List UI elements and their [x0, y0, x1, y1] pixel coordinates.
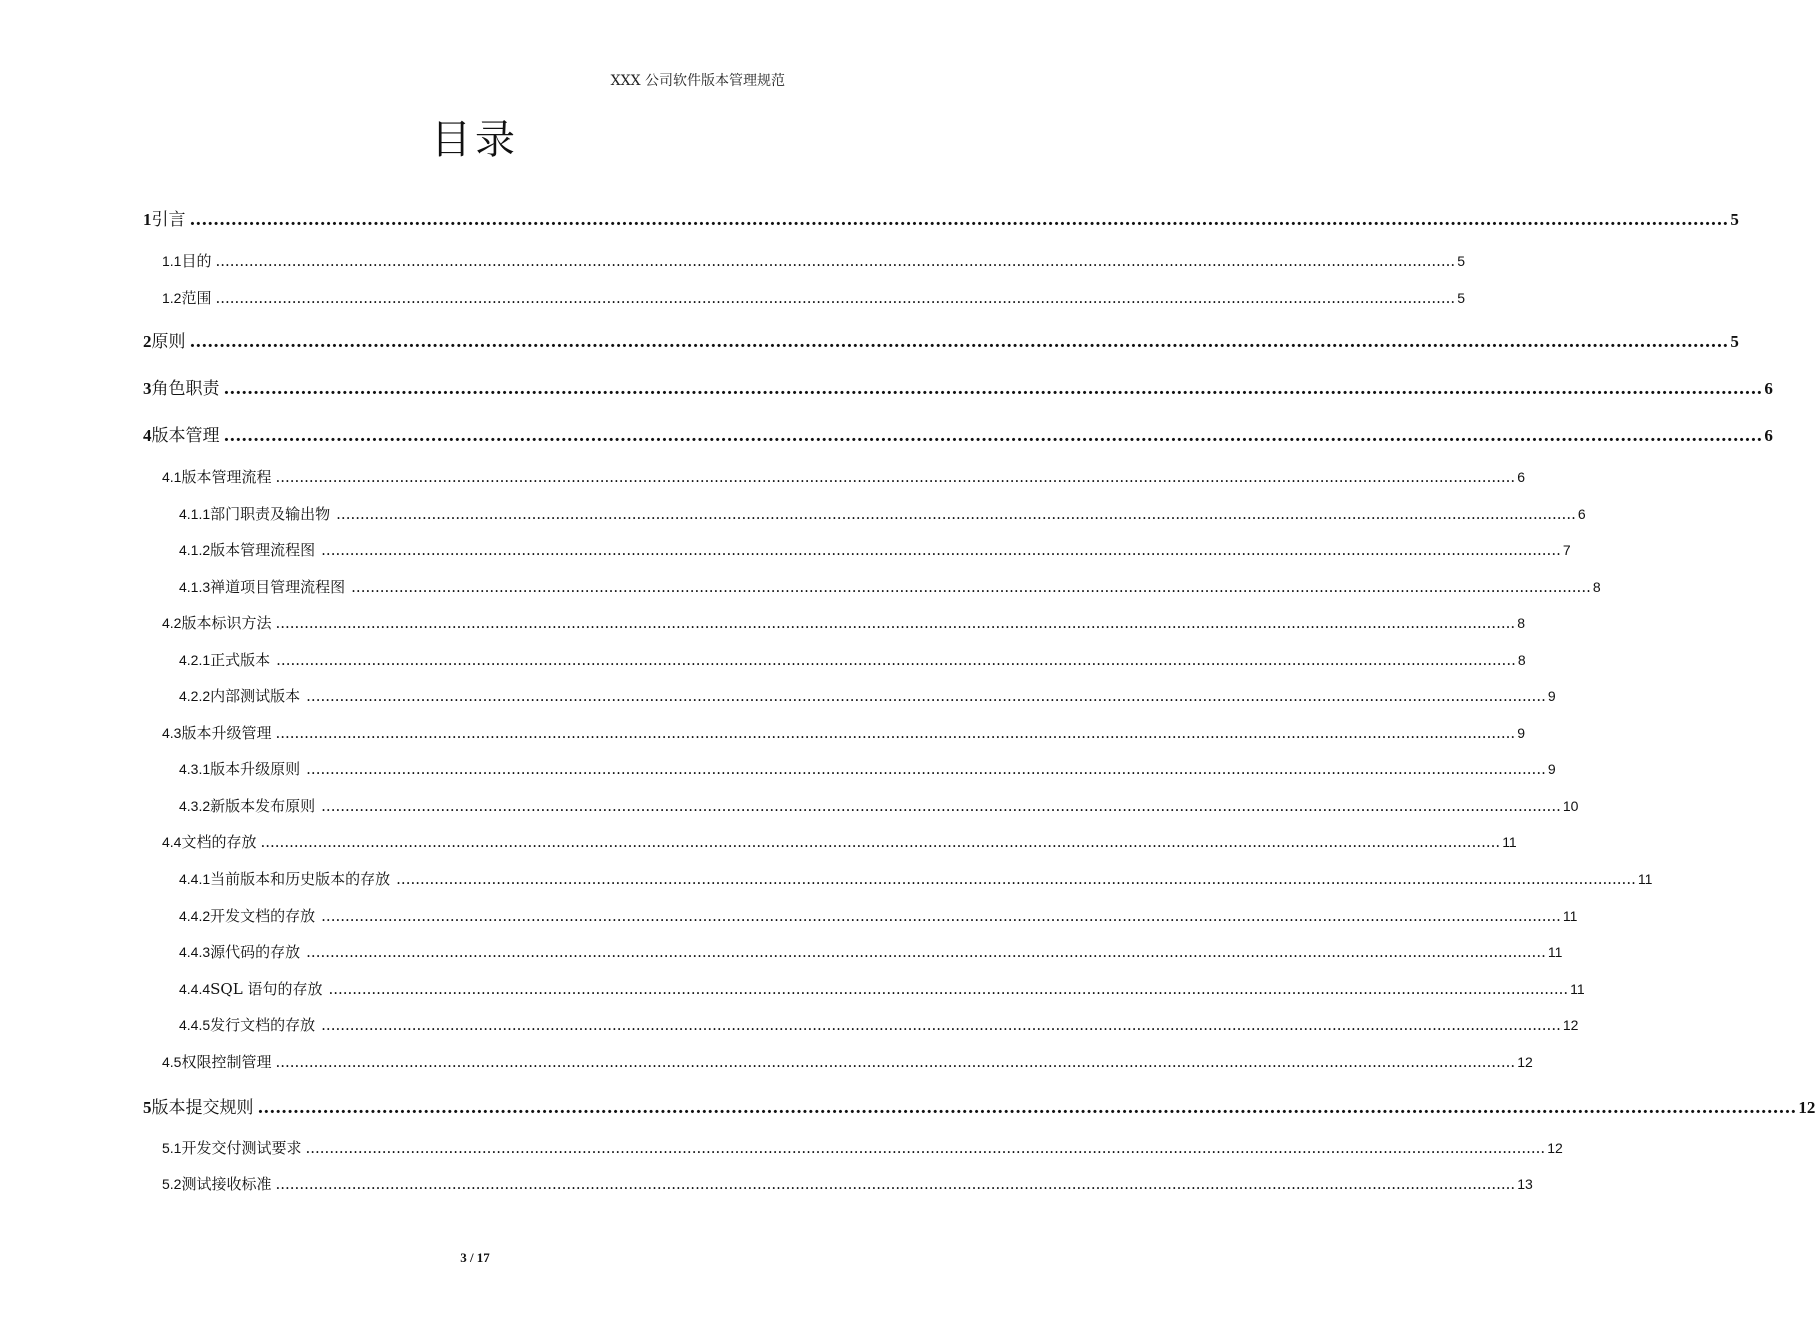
toc-entry-number: 4.2.1 — [179, 652, 211, 668]
toc-entry-page: 11 — [1502, 834, 1517, 850]
toc-entry[interactable] — [162, 831, 1517, 852]
toc-entry-page: 11 — [1547, 944, 1563, 960]
toc-entry[interactable] — [143, 1093, 1815, 1118]
toc-leader-dots: .................................................................................................................................................................................................................................................................... — [328, 980, 1569, 998]
toc-entry-number: 4.4.3 — [179, 944, 211, 960]
toc-entry[interactable] — [143, 205, 1739, 230]
toc-entry-page: 11 — [1637, 871, 1653, 887]
toc-entry[interactable] — [179, 576, 1601, 597]
toc-entry-label: 禅道项目管理流程图 — [210, 578, 346, 596]
toc-entry-number: 4.1 — [162, 469, 182, 485]
toc-entry-page: 11 — [1570, 981, 1585, 997]
toc-entry-label: 内部测试版本 — [210, 687, 301, 705]
toc-entry-label: 版本管理流程 — [181, 468, 272, 486]
toc-entry-label: 版本提交规则 — [151, 1098, 254, 1118]
toc-entry-page: 6 — [1577, 506, 1586, 522]
toc-entry-page: 5 — [1730, 210, 1739, 229]
toc-entry-page: 6 — [1764, 426, 1773, 445]
toc-entry-page: 6 — [1764, 379, 1773, 398]
toc-entry-label: 版本升级原则 — [210, 760, 301, 778]
toc-entry-label: 发行文档的存放 — [210, 1016, 316, 1034]
toc-entry-label: 版本升级管理 — [181, 724, 272, 742]
toc-entry-label: 部门职责及输出物 — [210, 505, 331, 523]
toc-entry-number: 4.1.3 — [179, 579, 211, 595]
toc-entry-label: 版本标识方法 — [181, 614, 272, 632]
toc-entry-label: 范围 — [181, 289, 212, 307]
toc-entry-number: 4.1.1 — [179, 506, 211, 522]
toc-leader-dots: .................................................................................................................................................................................................................................................................... — [215, 252, 1456, 270]
toc-leader-dots: .................................................................................................................................................................................................................................................................... — [305, 1139, 1546, 1157]
toc-entry-page: 9 — [1547, 688, 1556, 704]
toc-entry[interactable] — [143, 374, 1773, 399]
toc-entry[interactable] — [179, 649, 1526, 670]
toc-entry-number: 5 — [143, 1098, 152, 1117]
toc-leader-dots: .................................................................................................................................................................................................................................................................... — [257, 1098, 1797, 1118]
toc-entry-number: 4.3 — [162, 725, 182, 741]
toc-leader-dots: .................................................................................................................................................................................................................................................................... — [223, 426, 1763, 446]
toc-entry-page: 8 — [1517, 652, 1526, 668]
toc-entry-number: 4.5 — [162, 1054, 182, 1070]
toc-leader-dots: .................................................................................................................................................................................................................................................................... — [275, 724, 1516, 742]
toc-entry-number: 4.3.2 — [179, 798, 211, 814]
page-title: 目录 — [431, 117, 519, 163]
toc-entry-page: 11 — [1562, 908, 1578, 924]
toc-entry-page: 12 — [1547, 1140, 1563, 1156]
toc-entry-label: 权限控制管理 — [181, 1053, 272, 1071]
toc-entry-page: 7 — [1562, 542, 1571, 558]
toc-entry[interactable] — [162, 1137, 1563, 1158]
toc-entry[interactable] — [162, 1173, 1533, 1194]
toc-entry-label: 版本管理流程图 — [210, 541, 316, 559]
toc-leader-dots: .................................................................................................................................................................................................................................................................... — [275, 614, 1516, 632]
toc-entry-number: 4.4.5 — [179, 1017, 211, 1033]
toc-entry-page: 12 — [1798, 1098, 1815, 1117]
toc-entry-number: 1.1 — [162, 253, 182, 269]
toc-entry-number: 4.3.1 — [179, 761, 211, 777]
toc-entry-page: 5 — [1730, 332, 1739, 351]
toc-entry[interactable] — [179, 941, 1563, 962]
toc-entry-label: 测试接收标准 — [181, 1175, 272, 1193]
toc-entry[interactable] — [179, 1014, 1579, 1035]
toc-entry-page: 9 — [1517, 725, 1525, 741]
toc-entry-label: 开发交付测试要求 — [181, 1139, 302, 1157]
toc-entry-page: 5 — [1457, 253, 1465, 269]
toc-entry-number: 4 — [143, 426, 152, 445]
toc-entry-page: 8 — [1592, 579, 1601, 595]
toc-entry-page: 9 — [1547, 761, 1556, 777]
toc-entry-page: 8 — [1517, 615, 1525, 631]
toc-entry-number: 4.4 — [162, 834, 182, 850]
toc-entry-label: 文档的存放 — [181, 833, 257, 851]
toc-entry[interactable] — [179, 685, 1556, 706]
toc-leader-dots: .................................................................................................................................................................................................................................................................... — [189, 210, 1729, 230]
toc-leader-dots: .................................................................................................................................................................................................................................................................... — [351, 578, 1591, 596]
toc-entry[interactable] — [143, 327, 1739, 352]
toc-entry-label: 当前版本和历史版本的存放 — [210, 870, 391, 888]
toc-leader-dots: .................................................................................................................................................................................................................................................................... — [223, 379, 1763, 399]
toc-entry[interactable] — [179, 758, 1556, 779]
toc-entry-label: 目的 — [181, 252, 212, 270]
toc-entry-number: 4.2.2 — [179, 688, 211, 704]
toc-entry-number: 5.1 — [162, 1140, 182, 1156]
toc-entry-page: 6 — [1517, 469, 1525, 485]
toc-entry-number: 2 — [143, 332, 152, 351]
page-indicator: 3 / 17 — [460, 1250, 490, 1265]
toc-entry-number: 1.2 — [162, 290, 182, 306]
toc-entry-label: 版本管理 — [151, 426, 220, 446]
toc-entry-number: 3 — [143, 379, 152, 398]
toc-entry-number: 5.2 — [162, 1176, 182, 1192]
toc-entry-label: 引言 — [151, 210, 186, 230]
toc-entry-number: 1 — [143, 210, 152, 229]
toc-entry-page: 5 — [1457, 290, 1465, 306]
toc-leader-dots: .................................................................................................................................................................................................................................................................... — [189, 332, 1729, 352]
document-header: XXX 公司软件版本管理规范 — [610, 73, 785, 89]
toc-leader-dots: .................................................................................................................................................................................................................................................................... — [215, 289, 1456, 307]
toc-leader-dots: .................................................................................................................................................................................................................................................................... — [396, 870, 1636, 888]
toc-entry-label: 开发文档的存放 — [210, 907, 316, 925]
toc-entry[interactable] — [143, 421, 1773, 446]
toc-entry[interactable] — [179, 539, 1571, 560]
toc-entry-page: 13 — [1517, 1176, 1533, 1192]
toc-leader-dots: .................................................................................................................................................................................................................................................................... — [321, 541, 1561, 559]
toc-leader-dots: .................................................................................................................................................................................................................................................................... — [276, 651, 1516, 669]
toc-entry[interactable] — [179, 868, 1653, 889]
toc-entry[interactable] — [179, 503, 1586, 524]
toc-leader-dots: .................................................................................................................................................................................................................................................................... — [260, 833, 1501, 851]
toc-leader-dots: .................................................................................................................................................................................................................................................................... — [336, 505, 1576, 523]
toc-leader-dots: .................................................................................................................................................................................................................................................................... — [275, 1175, 1516, 1193]
toc-entry-number: 4.2 — [162, 615, 182, 631]
toc-entry[interactable] — [179, 978, 1585, 999]
toc-leader-dots: .................................................................................................................................................................................................................................................................... — [306, 943, 1546, 961]
toc-entry[interactable] — [179, 905, 1578, 926]
toc-entry-label: 角色职责 — [151, 379, 220, 399]
toc-leader-dots: .................................................................................................................................................................................................................................................................... — [321, 907, 1561, 925]
toc-leader-dots: .................................................................................................................................................................................................................................................................... — [321, 1016, 1561, 1034]
toc-leader-dots: .................................................................................................................................................................................................................................................................... — [275, 1053, 1516, 1071]
toc-leader-dots: .................................................................................................................................................................................................................................................................... — [321, 797, 1561, 815]
toc-leader-dots: .................................................................................................................................................................................................................................................................... — [275, 468, 1516, 486]
toc-entry-label: 原则 — [151, 332, 186, 352]
toc-entry-number: 4.1.2 — [179, 542, 211, 558]
toc-entry[interactable] — [162, 287, 1465, 308]
toc-entry-number: 4.4.1 — [179, 871, 211, 887]
toc-entry-label: 正式版本 — [210, 651, 271, 669]
toc-entry[interactable] — [162, 722, 1525, 743]
toc-entry[interactable] — [162, 1051, 1533, 1072]
toc-entry[interactable] — [162, 466, 1525, 487]
toc-leader-dots: .................................................................................................................................................................................................................................................................... — [306, 760, 1546, 778]
toc-entry-label: SQL 语句的存放 — [210, 980, 323, 998]
toc-entry-label: 新版本发布原则 — [210, 797, 316, 815]
toc-entry-page: 10 — [1562, 798, 1579, 814]
toc-entry-number: 4.4.2 — [179, 908, 211, 924]
toc-entry-page: 12 — [1517, 1054, 1533, 1070]
toc-entry-page: 12 — [1562, 1017, 1579, 1033]
toc-entry-label: 源代码的存放 — [210, 943, 301, 961]
toc-entry[interactable] — [179, 795, 1579, 816]
toc-entry[interactable] — [162, 612, 1525, 633]
toc-leader-dots: .................................................................................................................................................................................................................................................................... — [306, 687, 1546, 705]
toc-entry[interactable] — [162, 250, 1465, 271]
toc-entry-number: 4.4.4 — [179, 981, 211, 997]
